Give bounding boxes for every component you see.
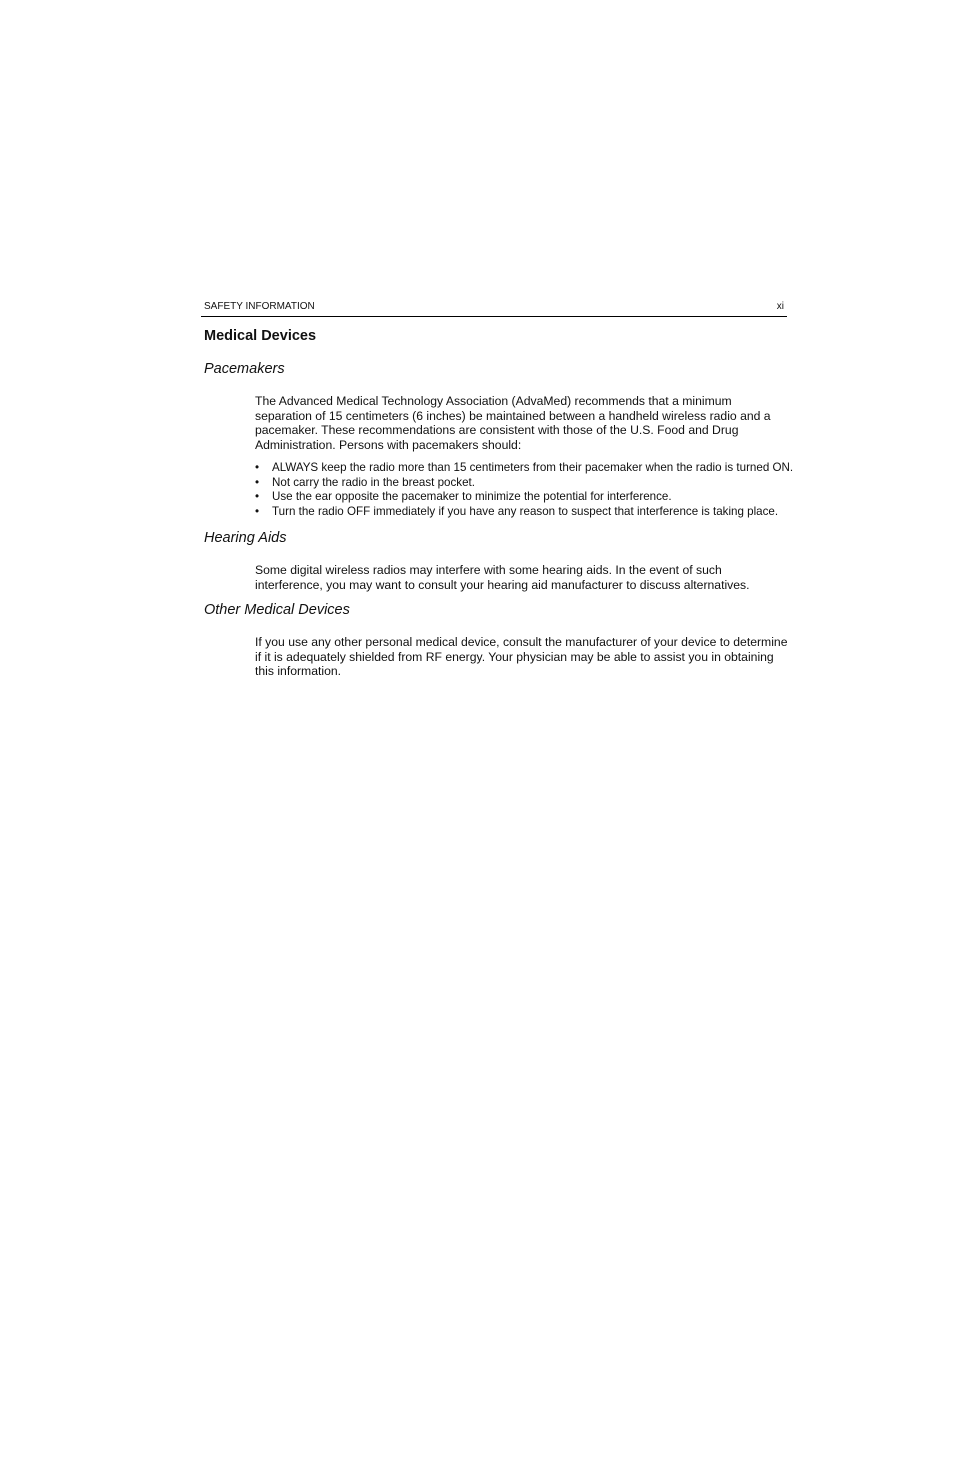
header-section-title: SAFETY INFORMATION (204, 301, 315, 312)
other-devices-paragraph: If you use any other personal medical device, consult the manufacturer of your device to determine if it is adequately shielded from RF energy. Your physician may be able to assist you in obtaining this information. (255, 635, 788, 679)
subheading-other-medical-devices: Other Medical Devices (204, 602, 350, 618)
running-header (201, 300, 787, 317)
list-item-text: Use the ear opposite the pacemaker to minimize the potential for interference. (272, 490, 672, 503)
list-item (255, 476, 815, 491)
bullet-icon: • (255, 461, 260, 474)
bullet-icon: • (255, 490, 260, 503)
page-number: xi (776, 301, 784, 312)
list-item-text: Not carry the radio in the breast pocket. (272, 475, 475, 489)
list-item (255, 490, 815, 505)
subheading-pacemakers: Pacemakers (204, 361, 285, 377)
list-item (255, 505, 815, 520)
section-heading-medical-devices: Medical Devices (204, 328, 317, 344)
pacemakers-paragraph: The Advanced Medical Technology Association (AdvaMed) recommends that a minimum separation of 15 centimeters (6 inches) be maintained between a handheld wireless radio and a pacemaker. These recommendations are consistent with those of the U.S. Food and Drug Administration. Persons with pacemakers should: (255, 394, 771, 452)
hearing-aids-paragraph: Some digital wireless radios may interfere with some hearing aids. In the event of such interference, you may want to consult your hearing aid manufacturer to discuss alternatives. (255, 563, 750, 592)
list-item-text: Turn the radio OFF immediately if you have any reason to suspect that interference is taking place. (272, 504, 779, 518)
bullet-icon: • (255, 475, 260, 489)
list-item (255, 461, 815, 476)
list-item-text: ALWAYS keep the radio more than 15 centimeters from their pacemaker when the radio is turned ON. (272, 461, 794, 474)
pacemakers-bullet-list (255, 461, 815, 519)
bullet-icon: • (255, 504, 260, 518)
subheading-hearing-aids: Hearing Aids (204, 530, 287, 546)
